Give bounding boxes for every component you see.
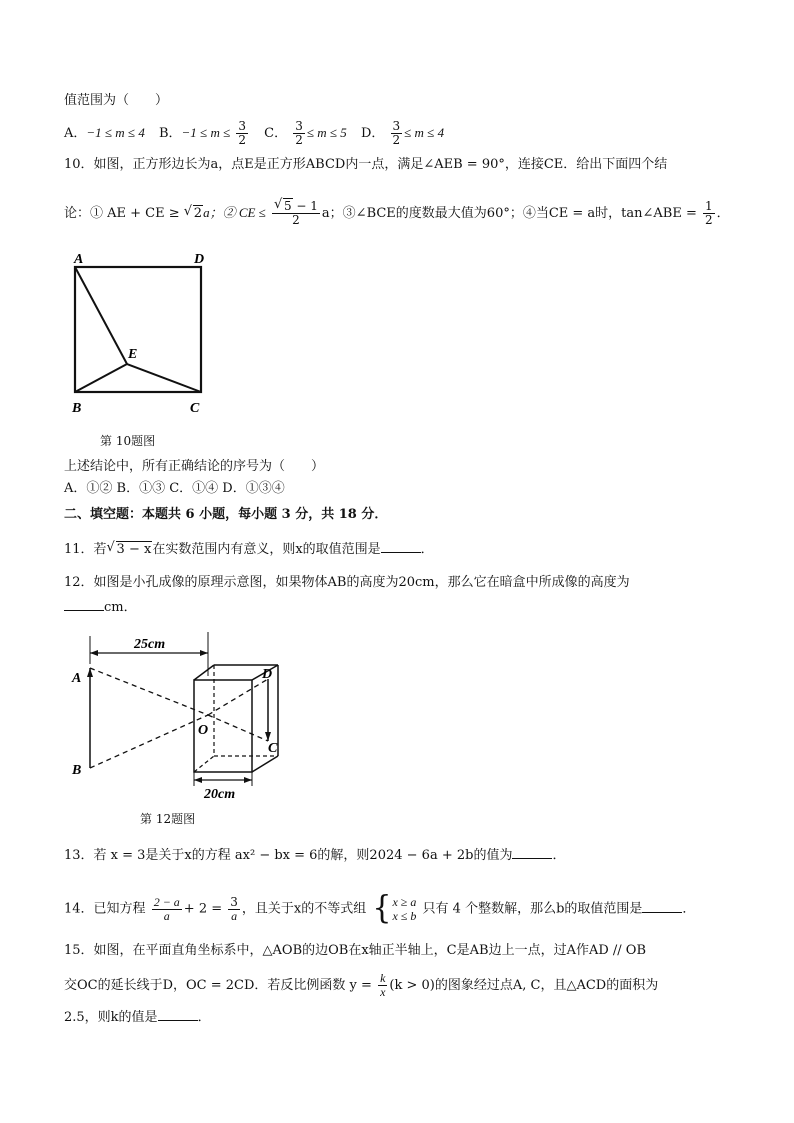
fraction: $\frac{3}{2}$ [238, 119, 246, 147]
square-abcd [75, 267, 201, 392]
q12-caption: 第 12题图 [140, 812, 196, 826]
label-d: D [262, 667, 273, 682]
fraction: $\frac{3}{a}$ [230, 894, 238, 923]
fraction: $\frac{k}{x}$ [380, 971, 386, 999]
label-b: B [72, 401, 82, 416]
q11: 11．若√ 3 − x在实数范围内有意义，则x的取值范围是 ． [64, 540, 754, 559]
fraction: √ $\frac{5 - 1}{2}$ [272, 200, 320, 227]
q9-option-b: B．−1 ≤ m ≤ $\frac{3}{2}$ [158, 119, 246, 147]
fraction: $\frac{3}{2}$ [295, 119, 303, 147]
answer-blank [64, 598, 104, 611]
fraction: $\frac{3}{2}$ [392, 119, 401, 147]
fraction: $\frac{2 - a}{a}$ [153, 894, 180, 923]
dim-bottom-label: 20cm [204, 787, 236, 802]
q12-line1: 12．如图是小孔成像的原理示意图，如果物体AB的高度为20cm，那么它在暗盒中所成像的高度为 [64, 575, 630, 590]
q12-line2: cm． [64, 598, 754, 617]
inequality-system: { x ≥ a x ≤ b [372, 890, 417, 927]
fraction: $\frac{1}{2}$ [705, 199, 713, 227]
q9-option-a: A．−1 ≤ m ≤ 4 [64, 125, 145, 141]
q9-options [64, 120, 754, 147]
dim-top-label: 25cm [134, 637, 166, 652]
q9-tail: 值范围为（ ） [64, 93, 169, 108]
q15-line3: 2.5，则k的值是 ． [64, 1010, 211, 1025]
segment-be [75, 364, 127, 392]
q9-option-d: D． $\frac{3}{2}$ ≤ m ≤ 4 [360, 119, 445, 147]
label-c: C [268, 741, 278, 756]
q10-conclusions: 论：① AE + CE ≥ √ 2a；② CE ≤ √ $\frac{5 - 1}{2}$ a；③∠BCE的度数最大值为60°；④当CE = a时，tan∠ABE = $\frac{1}{2}$ ． [64, 200, 754, 227]
answer-blank [642, 900, 682, 913]
label-e: E [128, 347, 138, 362]
q13: 13．若 x = 3是关于x的方程 ax² − bx = 6的解，则2024 − 6a + 2b的值为 ． [64, 848, 566, 863]
q14: 14．已知方程 $\frac{2 - a}{a}$ + 2 = $\frac{3}{a}$ ，且关于x的不等式组 { x ≥ a x ≤ b 只有 4 个整数解，那么b的取值范围是 ． [64, 890, 696, 927]
label-o: O [198, 723, 209, 738]
answer-blank [381, 540, 421, 553]
q12-figure [64, 628, 294, 803]
q10-stem: 10．如图，正方形边长为a，点E是正方形ABCD内一点，满足∠AEB = 90°，连接CE．给出下面四个结 [64, 157, 668, 172]
label-c: C [190, 401, 200, 416]
segment-ce [127, 364, 201, 392]
q9-option-c: C． $\frac{3}{2}$ ≤ m ≤ 5 [264, 119, 347, 147]
answer-blank [512, 846, 552, 859]
radical: √ 3 − x [107, 541, 153, 559]
label-a: A [72, 671, 82, 686]
q15-line1: 15．如图，在平面直角坐标系中，△AOB的边OB在x轴正半轴上，C是AB边上一点，过A作AD // OB [64, 943, 647, 958]
q15-line2: 交OC的延长线于D，OC = 2CD．若反比例函数 y = $\frac{k}{x}$ (k > 0)的图象经过点A, C，且△ACD的面积为 [64, 971, 659, 999]
q10-figure [64, 248, 224, 420]
segment-ae [75, 267, 127, 364]
left-brace: { [372, 890, 392, 927]
section-2-heading: 二、填空题：本题共 6 小题，每小题 3 分，共 18 分． [64, 507, 388, 522]
label-d: D [194, 252, 205, 267]
q10-question: 上述结论中，所有正确结论的序号为（ ） [64, 459, 325, 474]
q10-caption: 第 10题图 [100, 434, 156, 448]
q10-options: A．①② B．①③ C．①④ D．①③④ [64, 481, 285, 496]
label-b: B [72, 763, 82, 778]
radical: √ 2 [184, 205, 203, 223]
answer-blank [158, 1008, 198, 1021]
label-a: A [74, 252, 84, 267]
